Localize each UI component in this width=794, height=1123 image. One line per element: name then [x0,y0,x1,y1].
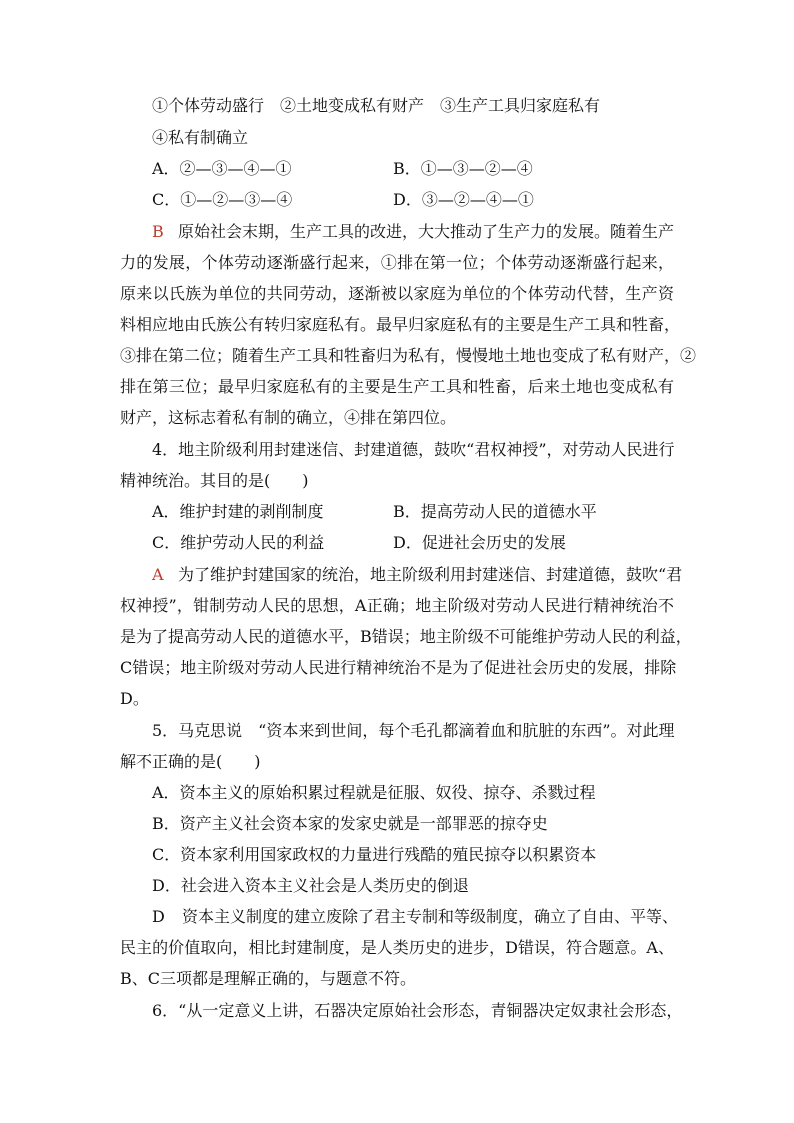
q3-explanation-line3: 原来以氏族为单位的共同劳动，逐渐被以家庭为单位的个体劳动代替，生产资 [120,284,674,303]
q5-answer: D [152,907,165,926]
q4-option-c: C．维护劳动人民的利益 [152,533,325,552]
q5-explanation-line3: B、C三项都是理解正确的，与题意不符。 [120,969,417,988]
q4-explanation-line3: 是为了提高劳动人民的道德水平，B错误；地主阶级不可能维护劳动人民的利益， [120,627,692,646]
q3-explanation-line4: 料相应地由氏族公有转归家庭私有。最早归家庭私有的主要是生产工具和牲畜， [120,315,681,334]
q3-option-a: A．②—③—④—① [152,159,292,178]
q6-stem-line1: 6．“从一定意义上讲，石器决定原始社会形态，青铜器决定奴隶社会形态， [152,1001,683,1020]
q3-option-d: D．③—②—④—① [393,190,534,209]
q4-option-a: A．维护封建的剥削制度 [152,502,324,521]
q5-stem-line2: 解不正确的是( ) [120,752,261,771]
q4-answer: A [152,565,164,584]
q4-stem-line2: 精神统治。其目的是( ) [120,471,309,490]
q5-option-d: D．社会进入资本主义社会是人类历史的倒退 [152,876,469,895]
q4-explanation-line1: 为了维护封建国家的统治，地主阶级利用封建迷信、封建道德，鼓吹“君 [178,565,683,584]
q3-answer: B [152,222,164,241]
q4-stem-line1: 4．地主阶级利用封建迷信、封建道德，鼓吹“君权神授”，对劳动人民进行 [152,440,675,459]
q3-items-line2: ④私有制确立 [152,128,249,147]
q5-option-a: A．资本主义的原始积累过程就是征服、奴役、掠夺、杀戮过程 [152,783,596,802]
q5-stem-line1: 5．马克思说 “资本来到世间，每个毛孔都滴着血和肮脏的东西”。对此理 [152,721,675,740]
q4-option-b: B．提高劳动人民的道德水平 [393,502,597,521]
q4-explanation-line5: D。 [120,689,149,708]
q3-option-b: B．①—③—②—④ [393,159,533,178]
q3-items-line1: ①个体劳动盛行 ②土地变成私有财产 ③生产工具归家庭私有 [152,96,601,115]
q3-explanation-line6: 排在第三位；最早归家庭私有的主要是生产工具和牲畜，后来土地也变成私有 [120,377,674,396]
q5-explanation-line1: 资本主义制度的建立废除了君主专制和等级制度，确立了自由、平等、 [182,907,679,926]
q3-explanation-line7: 财产，这标志着私有制的确立，④排在第四位。 [120,408,457,427]
q4-option-d: D．促进社会历史的发展 [393,533,566,552]
q3-explanation-line5: ③排在第二位；随着生产工具和牲畜归为私有，慢慢地土地也变成了私有财产，② [120,346,697,365]
q3-explanation-line2: 力的发展，个体劳动逐渐盛行起来，①排在第一位；个体劳动逐渐盛行起来， [120,253,674,272]
q3-explanation-line1: 原始社会末期，生产工具的改进，大大推动了生产力的发展。随着生产 [178,222,675,241]
q5-option-c: C．资本家利用国家政权的力量进行残酷的殖民掠夺以积累资本 [152,845,597,864]
q5-option-b: B．资产主义社会资本家的发家史就是一部罪恶的掠夺史 [152,814,548,833]
q3-option-c: C．①—②—③—④ [152,190,293,209]
q4-explanation-line2: 权神授”，钳制劳动人民的思想，A正确；地主阶级对劳动人民进行精神统治不 [120,596,674,615]
q4-explanation-line4: C错误；地主阶级对劳动人民进行精神统治不是为了促进社会历史的发展，排除 [120,658,677,677]
q5-explanation-line2: 民主的价值取向，相比封建制度，是人类历史的进步，D错误，符合题意。A、 [120,938,674,957]
